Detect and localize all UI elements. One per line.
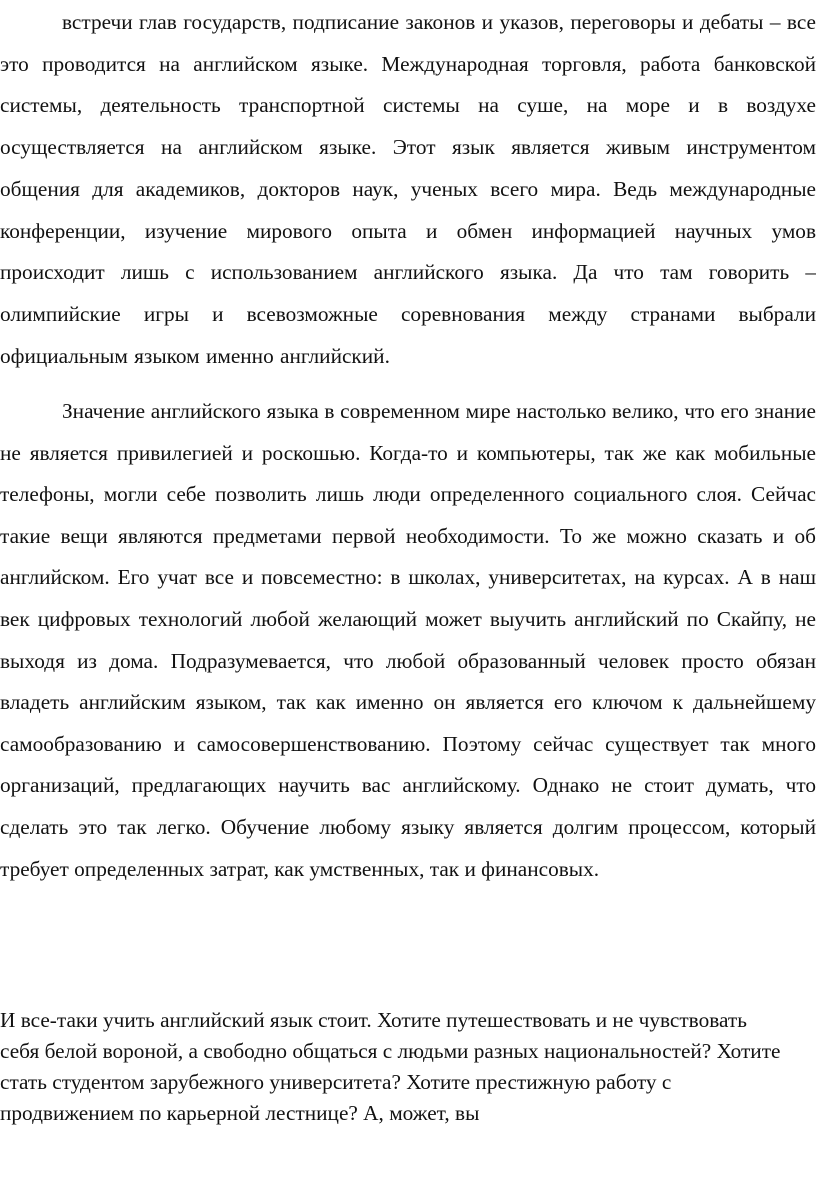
paragraph-1: встречи глав государств, подписание законов и указов, переговоры и дебаты – все это проводится на английском языке. Международная торговля, работа банковской системы, деятельность транспортной системы на суше, на море и в воздухе осуществляется на английском языке. Этот язык является живым инструментом общения для академиков, докторов наук, ученых всего мира. Ведь международные конференции, изучение мирового опыта и обмен информацией научных умов происходит лишь с использованием английского языка. Да что там говорить – олимпийские игры и всевозможные соревнования между странами выбрали официальным языком именно английский. <box>0 10 816 368</box>
paragraph-3: И все-таки учить английский язык стоит. Хотите путешествовать и не чувствовать себя белой вороной, а свободно общаться с людьми разных национальностей? Хотите стать студентом зарубежного университета? Хотите престижную работу с продвижением по карьерной лестнице? А, может, вы <box>0 1008 781 1125</box>
paragraph-2: Значение английского языка в современном мире настолько велико, что его знание не является привилегией и роскошью. Когда-то и компьютеры, так же как мобильные телефоны, могли себе позволить лишь люди определенного социального слоя. Сейчас такие вещи являются предметами первой необходимости. То же можно сказать и об английском. Его учат все и повсеместно: в школах, университетах, на курсах. А в наш век цифровых технологий любой желающий может выучить английский по Скайпу, не выходя из дома. Подразумевается, что любой образованный человек просто обязан владеть английским языком, так как именно он является его ключом к дальнейшему самообразованию и самосовершенствованию. Поэтому сейчас существует так много организаций, предлагающих научить вас английскому. Однако не стоит думать, что сделать это так легко. Обучение любому языку является долгим процессом, который требует определенных затрат, как умственных, так и финансовых. <box>0 399 816 881</box>
